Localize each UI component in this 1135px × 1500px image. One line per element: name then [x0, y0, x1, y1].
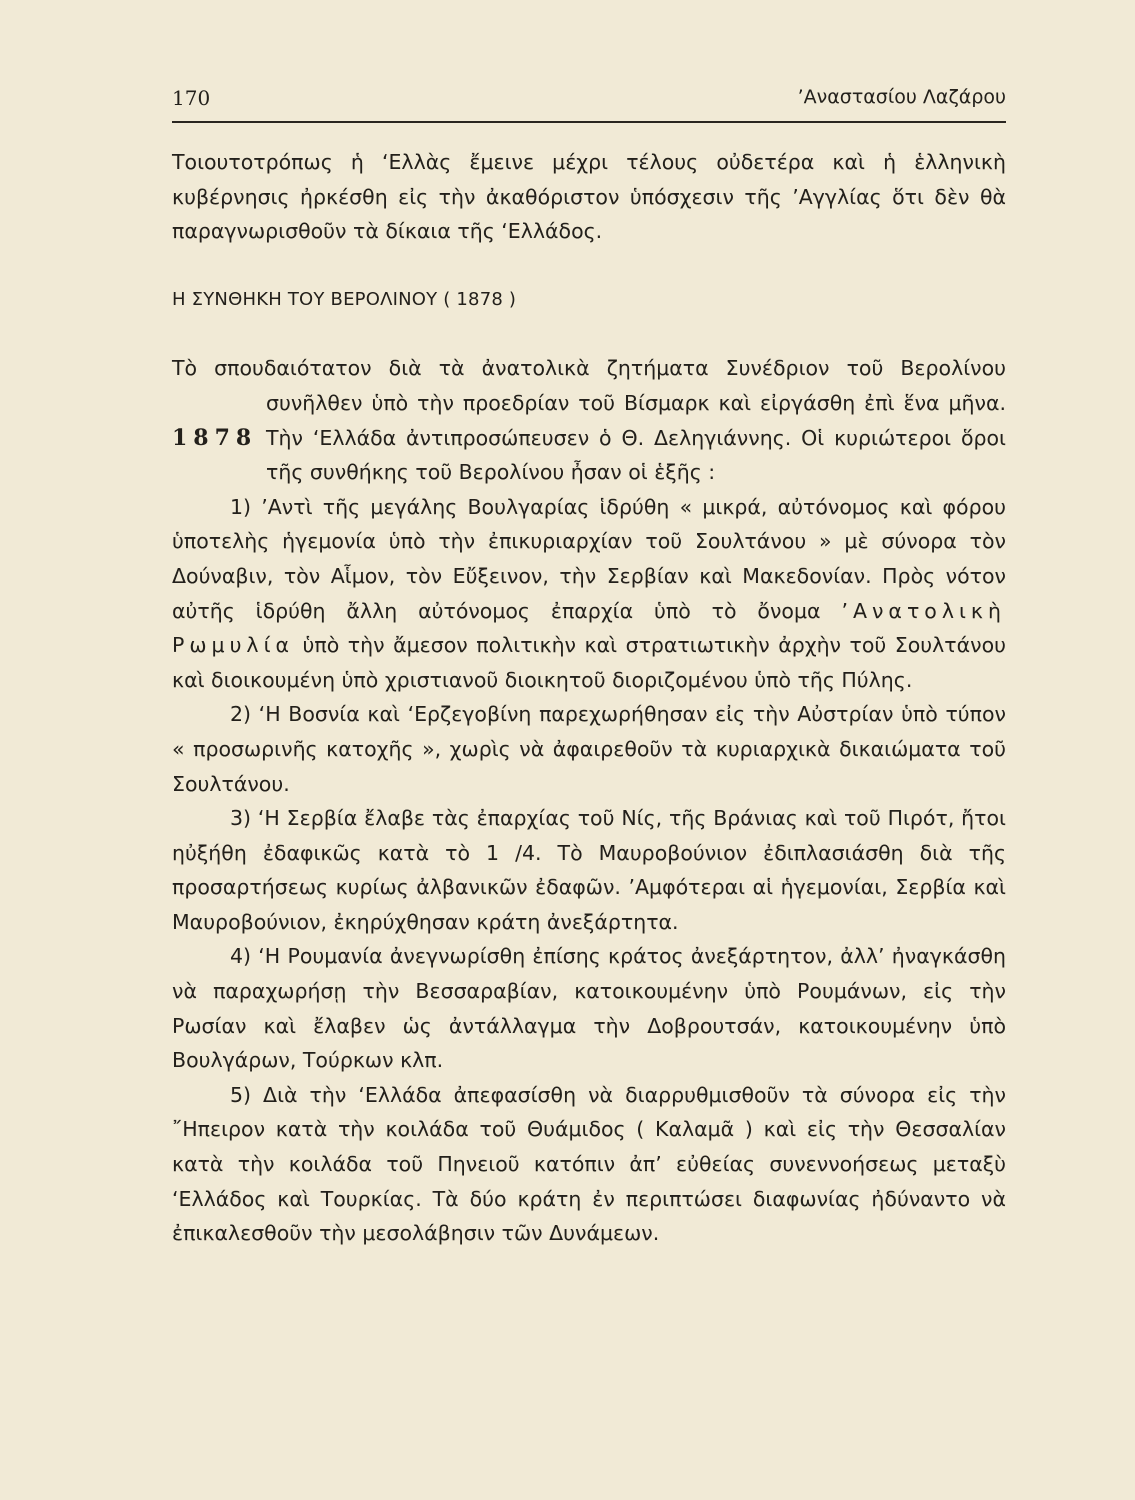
- spacer: [172, 249, 1006, 283]
- spaced-place-name: ’Ανατολικὴ Ρωμυλία: [172, 598, 1006, 658]
- section-paragraph-start: Τὸ σπουδαιότατον διὰ τὰ ἀνατολικὰ ζητήματα Συνέδριον τοῦ Βερολίνου συνῆλθεν ὑπὸ τὴν προεδρίαν τοῦ Βίσμαρκ καὶ εἰργάσθη ἐπὶ ἕνα μῆνα. Τὴν ‘Ελλάδα ἀντιπροσώπευσεν ὁ Θ. Δεληγιάννης.: [172, 356, 1006, 450]
- section-paragraph: [172, 351, 1006, 489]
- section-paragraph-end: Οἱ κυριώτεροι ὅροι τῆς συνθήκης τοῦ Βερολίνου ἦσαν οἱ ἑξῆς :: [266, 425, 1006, 485]
- intro-paragraph: Τοιουτοτρόπως ἡ ‘Ελλὰς ἔμεινε μέχρι τέλους οὐδετέρα καὶ ἡ ἑλληνικὴ κυβέρνησις ἠρκέσθη εἰς τὴν ἀκαθόριστον ὑπόσχεσιν τῆς ’Αγγλίας ὅτι δὲν θὰ παραγνωρισθοῦν τὰ δίκαια τῆς ‘Ελλάδος.: [172, 150, 1006, 244]
- body-text: [172, 145, 1006, 1251]
- year-block: [172, 351, 1006, 489]
- margin-year: 1878: [172, 425, 258, 452]
- running-head: ’Αναστασίου Λαζάρου: [797, 86, 1006, 108]
- list-item-5: 5) Διὰ τὴν ‘Ελλάδα ἀπεφασίσθη νὰ διαρρυθμισθοῦν τὰ σύνορα εἰς τὴν ῎Ηπειρον κατὰ τὴν κοιλάδα τοῦ Θυάμιδος ( Καλαμᾶ ) καὶ εἰς τὴν Θεσσαλίαν κατὰ τὴν κοιλάδα τοῦ Πηνειοῦ κατόπιν ἀπ’ εὐθείας συνεννοήσεως μεταξὺ ‘Ελλάδος καὶ Τουρκίας. Τὰ δύο κράτη ἐν περιπτώσει διαφωνίας ἠδύναντο νὰ ἐπικαλεσθοῦν τὴν μεσολάβησιν τῶν Δυνάμεων.: [172, 1082, 1006, 1246]
- list-item-4: 4) ‘Η Ρουμανία ἀνεγνωρίσθη ἐπίσης κράτος ἀνεξάρτητον, ἀλλ’ ἠναγκάσθη νὰ παραχωρήσῃ τὴν Βεσσαραβίαν, κατοικουμένην ὑπὸ Ρουμάνων, εἰς τὴν Ρωσίαν καὶ ἔλαβεν ὡς ἀντάλλαγμα τὴν Δοβρουτσάν, κατοικουμένην ὑπὸ Βουλγάρων, Τούρκων κλπ.: [172, 944, 1006, 1073]
- spacer: [172, 317, 1006, 351]
- page-number: 170: [172, 86, 211, 110]
- list-item-2: 2) ‘Η Βοσνία καὶ ‘Ερζεγοβίνη παρεχωρήθησαν εἰς τὴν Αὐστρίαν ὑπὸ τύπον « προσωρινῆς κατοχῆς », χωρὶς νὰ ἀφαιρεθοῦν τὰ κυριαρχικὰ δικαιώματα τοῦ Σουλτάνου.: [172, 702, 1006, 796]
- list-item-1: 1) ’Αντὶ τῆς μεγάλης Βουλγαρίας ἱδρύθη « μικρά, αὐτόνομος καὶ φόρου ὑποτελὴς ἡγεμονία ὑπὸ τὴν ἐπικυριαρχίαν τοῦ Σουλτάνου » μὲ σύνορα τὸν Δούναβιν, τὸν Αἷμον, τὸν Εὔξεινον, τὴν Σερβίαν καὶ Μακεδονίαν. Πρὸς νότον αὐτῆς ἱδρύθη ἄλλη αὐτόνομος ἐπαρχία ὑπὸ τὸ ὄνομα ’Ανατολικὴ Ρωμυλία ὑπὸ τὴν ἄμεσον πολιτικὴν καὶ στρατιωτικὴν ἀρχὴν τοῦ Σουλτάνου καὶ διοικουμένη ὑπὸ χριστιανοῦ διοικητοῦ διοριζομένου ὑπὸ τῆς Πύλης.: [172, 494, 1006, 692]
- header-rule: [172, 121, 1006, 123]
- list-item-3: 3) ‘Η Σερβία ἔλαβε τὰς ἐπαρχίας τοῦ Νίς, τῆς Βράνιας καὶ τοῦ Πιρότ, ἤτοι ηὐξήθη ἐδαφικῶς κατὰ τὸ 1 /4. Τὸ Μαυροβούνιον ἐδιπλασιάσθη διὰ τῆς προσαρτήσεως κυρίως ἀλβανικῶν ἐδαφῶν. ’Αμφότεραι αἱ ἡγεμονίαι, Σερβία καὶ Μαυροβούνιον, ἐκηρύχθησαν κράτη ἀνεξάρτητα.: [172, 806, 1006, 934]
- section-heading: Η ΣΥΝΘΗΚΗ ΤΟΥ ΒΕΡΟΛΙΝΟΥ ( 1878 ): [172, 288, 517, 310]
- page-header: [172, 86, 1006, 116]
